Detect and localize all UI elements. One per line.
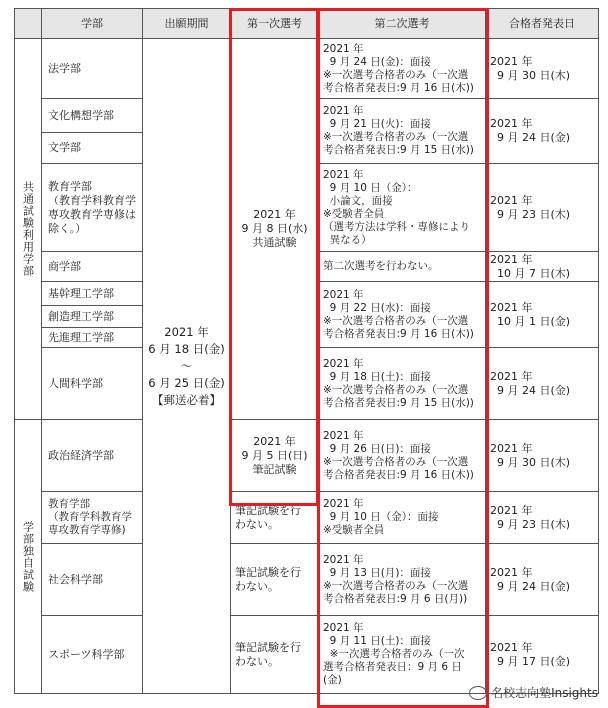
first-cell: 筆記試験を行 わない。 <box>231 544 319 616</box>
second-cell: 2021 年 9 月 21 日(火)：面接 ※一次選考合格者のみ（一次選 考合格者発表日:9 月 15 日(水)) <box>319 99 486 164</box>
second-cell: 2021 年 9 月 24 日(金)：面接 ※一次選考合格者のみ（一次選 考合格者発表日:9 月 16 日(木)) <box>319 39 486 99</box>
watermark <box>469 684 598 701</box>
header-first: 第一次選考 <box>231 9 319 39</box>
chat-bubble-icon <box>469 686 487 700</box>
dept-cell: 法学部 <box>42 39 143 99</box>
header-second: 第二次選考 <box>319 9 486 39</box>
dept-cell: 人間科学部 <box>42 348 143 420</box>
second-cell: 2021 年 9 月 11 日(土)：面接 ※一次選考合格者のみ（一次 選考合格者発表日：9 月 6 日 (金) <box>319 616 486 694</box>
header-category <box>15 9 42 39</box>
dept-cell: 先進理工学部 <box>42 328 143 348</box>
table-row <box>15 420 599 492</box>
first-own: 2021 年 9 月 5 日(日) 筆記試験 <box>231 420 319 492</box>
dept-cell: 商学部 <box>42 252 143 282</box>
result-cell: 2021 年 9 月 17 日(金) <box>486 616 599 694</box>
result-cell: 2021 年 9 月 30 日(木) <box>486 420 599 492</box>
application-period: 2021 年 6 月 18 日(金) ～ 6 月 25 日(金) 【郵送必着】 <box>143 39 231 694</box>
table-row <box>15 39 599 99</box>
dept-cell: 教育学部 （教育学科教育学 専攻教育学専修は 除く。） <box>42 164 143 252</box>
result-cell: 2021 年 9 月 23 日(木) <box>486 492 599 544</box>
first-cell: 筆記試験を行 わない。 <box>231 616 319 694</box>
dept-cell: 教育学部 （教育学科教育学 専攻教育学専修) <box>42 492 143 544</box>
header-application: 出願期間 <box>143 9 231 39</box>
second-cell: 2021 年 9 月 18 日(土)：面接 ※一次選考合格者のみ（一次選 考合格者発表日:9 月 15 日(水)) <box>319 348 486 420</box>
group-own: 学部独自試験 <box>15 420 42 694</box>
dept-cell: 文化構想学部 <box>42 99 143 133</box>
dept-cell: スポーツ科学部 <box>42 616 143 694</box>
second-cell: 2021 年 9 月 13 日(月)：面接 ※一次選考合格者のみ（一次選 考合格者発表日:9 月 6 日(月)) <box>319 544 486 616</box>
admission-schedule-table <box>14 8 598 694</box>
result-cell: 2021 年 9 月 24 日(金) <box>486 348 599 420</box>
watermark-text: 名校志向塾Insights <box>491 686 598 700</box>
second-cell: 2021 年 9 月 26 日(日)：面接 ※一次選考合格者のみ（一次選 考合格者発表日:9 月 16 日(木)) <box>319 420 486 492</box>
result-cell: 2021 年 9 月 30 日(木) <box>486 39 599 99</box>
second-cell: 2021 年 9 月 10 日（金）： 小論文，面接 ※受験者全員 （選考方法は学科・専修により 異なる） <box>319 164 486 252</box>
header-row <box>15 9 599 39</box>
dept-cell: 政治経済学部 <box>42 420 143 492</box>
dept-cell: 基幹理工学部 <box>42 282 143 306</box>
dept-cell: 創造理工学部 <box>42 306 143 328</box>
result-cell: 2021 年 10 月 7 日(木) <box>486 252 599 282</box>
result-cell: 2021 年 10 月 1 日(金) <box>486 282 599 348</box>
first-cell: 筆記試験を行 わない。 <box>231 492 319 544</box>
group-common: 共通試験利用学部 <box>15 39 42 420</box>
second-cell: 2021 年 9 月 10 日（金）：面接 ※受験者全員 <box>319 492 486 544</box>
result-cell: 2021 年 9 月 24 日(金) <box>486 544 599 616</box>
second-cell: 第二次選考を行わない。 <box>319 252 486 282</box>
first-common: 2021 年 9 月 8 日(水) 共通試験 <box>231 39 319 420</box>
second-cell: 2021 年 9 月 22 日(水)：面接 ※一次選考合格者のみ（一次選 考合格者発表日:9 月 16 日(木)) <box>319 282 486 348</box>
result-cell: 2021 年 9 月 24 日(金) <box>486 99 599 164</box>
result-cell: 2021 年 9 月 23 日(木) <box>486 164 599 252</box>
header-dept: 学部 <box>42 9 143 39</box>
dept-cell: 文学部 <box>42 133 143 164</box>
header-result: 合格者発表日 <box>486 9 599 39</box>
table-row <box>15 492 599 544</box>
dept-cell: 社会科学部 <box>42 544 143 616</box>
table-row <box>15 544 599 616</box>
table-row <box>15 616 599 694</box>
